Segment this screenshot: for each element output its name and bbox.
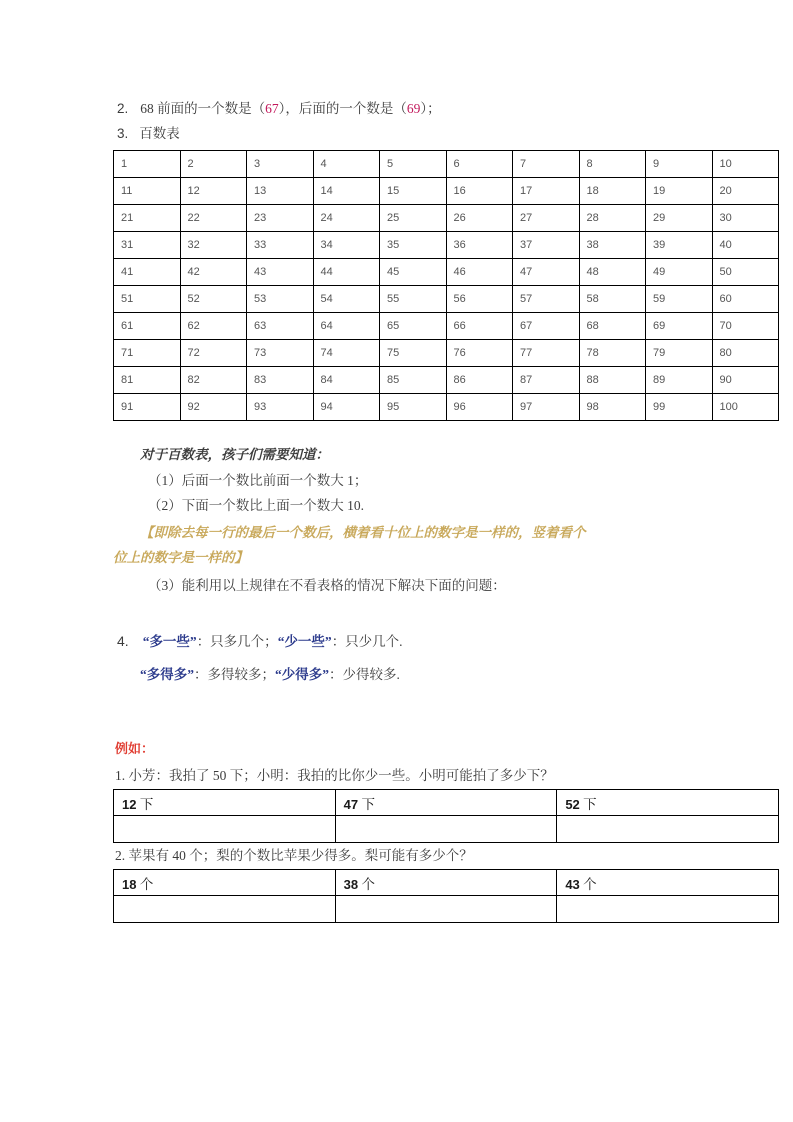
- table-cell: 26: [446, 205, 513, 232]
- table-cell: 2: [180, 151, 247, 178]
- item-4-text-3: ：多得较多；: [194, 667, 275, 682]
- table-cell: 5: [380, 151, 447, 178]
- table-cell: 48: [579, 259, 646, 286]
- table-cell: 8: [579, 151, 646, 178]
- answer-unit: 个: [361, 876, 375, 892]
- table-cell: 11: [114, 178, 181, 205]
- item-4-text-4: ：少得较多.: [329, 667, 400, 682]
- answer-unit: 下: [583, 796, 597, 812]
- table-cell: 27: [513, 205, 580, 232]
- table-row: [114, 232, 779, 259]
- table-cell: 12: [180, 178, 247, 205]
- table-row: [114, 205, 779, 232]
- table-cell: 42: [180, 259, 247, 286]
- table-cell: 60: [712, 286, 779, 313]
- table-cell: 29: [646, 205, 713, 232]
- notes-point-2: （2）下面一个数比上面一个数大 10.: [148, 498, 364, 513]
- table-cell: 84: [313, 367, 380, 394]
- table-cell: 93: [247, 394, 314, 421]
- table-cell: 49: [646, 259, 713, 286]
- table-cell: 47: [513, 259, 580, 286]
- table-cell: 79: [646, 340, 713, 367]
- answer-option-cell[interactable]: [335, 790, 557, 816]
- answer-option-cell[interactable]: [557, 790, 779, 816]
- table-cell: 4: [313, 151, 380, 178]
- table-cell: 88: [579, 367, 646, 394]
- table-cell: 80: [712, 340, 779, 367]
- table-cell: 78: [579, 340, 646, 367]
- table-cell: 50: [712, 259, 779, 286]
- table-cell: 16: [446, 178, 513, 205]
- table-cell: 75: [380, 340, 447, 367]
- item-3-number: 3.: [117, 126, 129, 141]
- table-cell: 53: [247, 286, 314, 313]
- table-cell: 17: [513, 178, 580, 205]
- table-row: [114, 870, 779, 896]
- item-2-text-a: 68 前面的一个数是（: [140, 101, 266, 116]
- table-cell: 63: [247, 313, 314, 340]
- table-cell: 82: [180, 367, 247, 394]
- table-cell: 83: [247, 367, 314, 394]
- table-cell: 19: [646, 178, 713, 205]
- table-row: [114, 259, 779, 286]
- notes-highlight-line-1: 【即除去每一行的最后一个数后，横着看十位上的数字是一样的，竖着看个: [140, 525, 586, 540]
- table-row: [114, 896, 779, 923]
- table-cell: 45: [380, 259, 447, 286]
- item-4-line-2: [140, 667, 400, 683]
- table-cell: 74: [313, 340, 380, 367]
- example-1-answer-table: [113, 789, 779, 843]
- table-cell: 72: [180, 340, 247, 367]
- table-row: [114, 340, 779, 367]
- item-4-term-much-more: “多得多”: [140, 667, 194, 682]
- table-cell: 3: [247, 151, 314, 178]
- answer-blank-cell[interactable]: [114, 816, 336, 843]
- item-2-text-b: ），后面的一个数是（: [278, 101, 407, 116]
- answer-blank-cell[interactable]: [557, 896, 779, 923]
- answer-number: 43: [565, 876, 580, 892]
- table-cell: 32: [180, 232, 247, 259]
- item-4-text-2: ：只少几个.: [331, 634, 403, 649]
- table-cell: 98: [579, 394, 646, 421]
- table-cell: 43: [247, 259, 314, 286]
- table-cell: 51: [114, 286, 181, 313]
- table-cell: 25: [380, 205, 447, 232]
- table-cell: 52: [180, 286, 247, 313]
- table-cell: 68: [579, 313, 646, 340]
- table-row: [114, 151, 779, 178]
- table-cell: 54: [313, 286, 380, 313]
- item-2-text-c: ）；: [420, 101, 441, 116]
- table-cell: 38: [579, 232, 646, 259]
- table-cell: 94: [313, 394, 380, 421]
- table-cell: 86: [446, 367, 513, 394]
- item-3-title: 百数表: [139, 126, 180, 141]
- table-row: [114, 367, 779, 394]
- table-cell: 24: [313, 205, 380, 232]
- table-cell: 100: [712, 394, 779, 421]
- table-row: [114, 313, 779, 340]
- answer-blank-cell[interactable]: [335, 896, 557, 923]
- table-cell: 76: [446, 340, 513, 367]
- answer-number: 12: [122, 796, 137, 812]
- table-cell: 64: [313, 313, 380, 340]
- notes-point-3: （3）能利用以上规律在不看表格的情况下解决下面的问题：: [148, 578, 506, 593]
- table-row: [114, 790, 779, 816]
- table-cell: 7: [513, 151, 580, 178]
- table-cell: 20: [712, 178, 779, 205]
- table-cell: 97: [513, 394, 580, 421]
- table-cell: 99: [646, 394, 713, 421]
- table-cell: 77: [513, 340, 580, 367]
- table-cell: 71: [114, 340, 181, 367]
- table-cell: 14: [313, 178, 380, 205]
- table-cell: 62: [180, 313, 247, 340]
- table-cell: 65: [380, 313, 447, 340]
- answer-blank-cell[interactable]: [335, 816, 557, 843]
- table-cell: 87: [513, 367, 580, 394]
- table-cell: 95: [380, 394, 447, 421]
- table-cell: 56: [446, 286, 513, 313]
- answer-unit: 个: [583, 876, 597, 892]
- item-2-number: 2.: [117, 101, 129, 116]
- table-cell: 21: [114, 205, 181, 232]
- table-cell: 46: [446, 259, 513, 286]
- answer-option-cell[interactable]: [557, 870, 779, 896]
- table-cell: 44: [313, 259, 380, 286]
- item-4-number: 4.: [117, 633, 129, 649]
- table-cell: 69: [646, 313, 713, 340]
- table-cell: 58: [579, 286, 646, 313]
- answer-number: 47: [343, 796, 359, 812]
- item-2-answer-a: 67: [265, 101, 279, 116]
- table-cell: 9: [646, 151, 713, 178]
- table-cell: 6: [446, 151, 513, 178]
- table-cell: 40: [712, 232, 779, 259]
- table-cell: 10: [712, 151, 779, 178]
- item-4-term-more-some: “多一些”: [142, 634, 197, 649]
- table-cell: 85: [380, 367, 447, 394]
- hundred-number-table: [113, 150, 779, 421]
- table-cell: 1: [114, 151, 181, 178]
- table-cell: 23: [247, 205, 314, 232]
- table-cell: 57: [513, 286, 580, 313]
- item-4-term-less-some: “少一些”: [277, 634, 332, 649]
- table-cell: 41: [114, 259, 181, 286]
- table-cell: 39: [646, 232, 713, 259]
- example-2-answer-table: [113, 869, 779, 923]
- table-cell: 31: [114, 232, 181, 259]
- example-question-1: 1. 小芳：我拍了 50 下；小明：我拍的比你少一些。小明可能拍了多少下？: [115, 768, 554, 783]
- notes-highlight-line-2: 位上的数字是一样的】: [113, 550, 248, 565]
- answer-number: 18: [122, 876, 137, 892]
- answer-unit: 个: [139, 876, 154, 892]
- table-cell: 67: [513, 313, 580, 340]
- item-4-line-1: [117, 634, 403, 650]
- table-row: [114, 816, 779, 843]
- examples-heading: 例如：: [115, 741, 155, 756]
- answer-option-cell[interactable]: [335, 870, 557, 896]
- table-cell: 13: [247, 178, 314, 205]
- table-cell: 89: [646, 367, 713, 394]
- table-cell: 59: [646, 286, 713, 313]
- table-cell: 70: [712, 313, 779, 340]
- answer-number: 38: [343, 876, 359, 892]
- answer-unit: 下: [139, 796, 154, 812]
- answer-option-cell[interactable]: [114, 790, 336, 816]
- table-cell: 35: [380, 232, 447, 259]
- table-cell: 37: [513, 232, 580, 259]
- table-cell: 61: [114, 313, 181, 340]
- table-cell: 96: [446, 394, 513, 421]
- notes-intro: 对于百数表，孩子们需要知道：: [140, 447, 329, 462]
- table-cell: 18: [579, 178, 646, 205]
- answer-unit: 下: [361, 796, 375, 812]
- table-cell: 30: [712, 205, 779, 232]
- answer-option-cell[interactable]: [114, 870, 336, 896]
- answer-number: 52: [565, 796, 580, 812]
- table-cell: 36: [446, 232, 513, 259]
- answer-blank-cell[interactable]: [557, 816, 779, 843]
- table-row: [114, 286, 779, 313]
- table-row: [114, 394, 779, 421]
- table-cell: 90: [712, 367, 779, 394]
- table-cell: 73: [247, 340, 314, 367]
- item-3-line: [117, 126, 180, 142]
- answer-blank-cell[interactable]: [114, 896, 336, 923]
- table-cell: 55: [380, 286, 447, 313]
- table-cell: 91: [114, 394, 181, 421]
- table-cell: 92: [180, 394, 247, 421]
- table-cell: 81: [114, 367, 181, 394]
- item-4-text-1: ：只多几个；: [196, 634, 278, 649]
- table-cell: 22: [180, 205, 247, 232]
- example-question-2: 2. 苹果有 40 个；梨的个数比苹果少得多。梨可能有多少个？: [115, 848, 473, 863]
- item-4-term-much-less: “少得多”: [275, 667, 329, 682]
- table-cell: 15: [380, 178, 447, 205]
- item-2-answer-b: 69: [406, 101, 421, 116]
- table-cell: 33: [247, 232, 314, 259]
- table-cell: 66: [446, 313, 513, 340]
- table-row: [114, 178, 779, 205]
- notes-point-1: （1）后面一个数比前面一个数大 1；: [148, 473, 368, 488]
- item-2-line: [117, 101, 441, 117]
- table-cell: 34: [313, 232, 380, 259]
- table-cell: 28: [579, 205, 646, 232]
